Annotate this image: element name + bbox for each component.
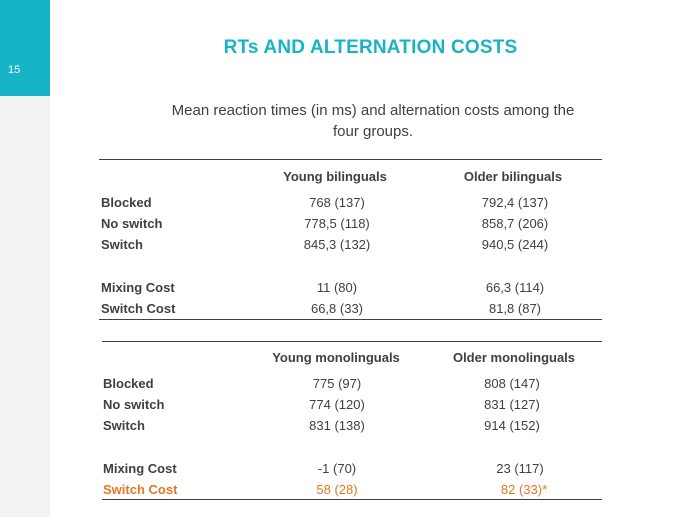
row-label: No switch — [101, 216, 163, 231]
slide-title: RTs AND ALTERNATION COSTS — [223, 37, 518, 58]
young-value: 58 (28) — [316, 482, 358, 497]
page-number: 15 — [8, 64, 21, 76]
young-value: 831 (138) — [309, 418, 365, 433]
page-number-badge — [0, 0, 50, 96]
young-value: 11 (80) — [316, 280, 358, 295]
young-value: 774 (120) — [309, 397, 365, 412]
young-value: 775 (97) — [312, 376, 362, 391]
older-value: 914 (152) — [484, 418, 540, 433]
row-label: Mixing Cost — [103, 461, 177, 476]
older-value: 792,4 (137) — [481, 195, 549, 210]
young-value: 845,3 (132) — [303, 237, 371, 252]
older-value: 940,5 (244) — [481, 237, 549, 252]
row-label: Blocked — [103, 376, 154, 391]
bilinguals-top-rule — [99, 159, 602, 160]
row-label: Switch Cost — [101, 301, 176, 316]
older-value: 66,3 (114) — [485, 280, 545, 295]
young-value: -1 (70) — [317, 461, 357, 476]
older-value: 831 (127) — [484, 397, 540, 412]
row-label: Switch Cost — [103, 482, 178, 497]
row-label: Switch — [103, 418, 145, 433]
young-value: 768 (137) — [309, 195, 365, 210]
row-label: Switch — [101, 237, 143, 252]
older-value: 82 (33)* — [500, 482, 548, 497]
row-label: Mixing Cost — [101, 280, 175, 295]
bilinguals-bottom-rule — [99, 319, 602, 320]
header-older-bilinguals: Older bilinguals — [463, 169, 563, 184]
caption-line-2: four groups. — [332, 123, 414, 140]
table-caption — [150, 100, 596, 142]
header-young-monolinguals: Young monolinguals — [272, 350, 400, 365]
older-value: 23 (117) — [496, 461, 544, 476]
young-value: 778,5 (118) — [304, 216, 370, 231]
older-value: 81,8 (87) — [488, 301, 542, 316]
header-young-bilinguals: Young bilinguals — [283, 169, 387, 184]
monolinguals-bottom-rule — [102, 499, 602, 500]
row-label: No switch — [103, 397, 165, 412]
older-value: 808 (147) — [484, 376, 540, 391]
monolinguals-top-rule — [102, 341, 602, 342]
row-label: Blocked — [101, 195, 152, 210]
young-value: 66,8 (33) — [310, 301, 364, 316]
older-value: 858,7 (206) — [481, 216, 549, 231]
caption-line-1: Mean reaction times (in ms) and alternation costs among the — [171, 102, 575, 119]
header-older-monolinguals: Older monolinguals — [452, 350, 576, 365]
